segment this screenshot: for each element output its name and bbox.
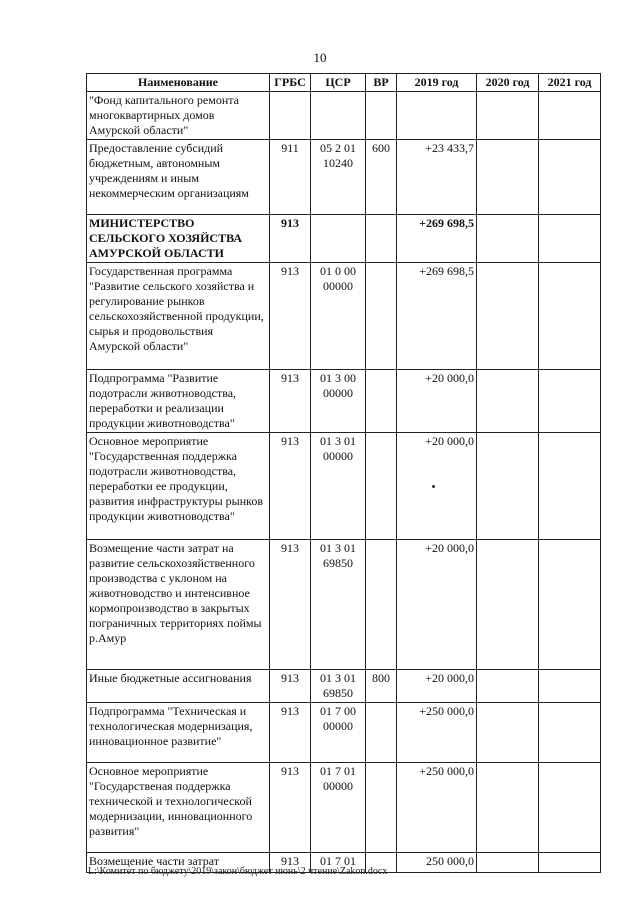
cell-vr	[366, 92, 397, 140]
table-body	[87, 92, 601, 873]
cell-csr: 01 7 00 00000	[311, 703, 366, 763]
cell-y2021	[539, 763, 601, 853]
cell-name: Подпрограмма "Развитие подотрасли животноводства, переработки и реализации продукции животноводства"	[87, 370, 270, 433]
cell-y2021	[539, 853, 601, 873]
cell-y2020	[477, 670, 539, 703]
cell-y2020	[477, 140, 539, 215]
cell-y2019: +269 698,5	[397, 263, 477, 370]
cell-y2021	[539, 540, 601, 670]
cell-grbs: 913	[270, 215, 311, 263]
cell-vr	[366, 763, 397, 853]
header-2019: 2019 год	[397, 74, 477, 92]
table-row	[87, 763, 601, 853]
cell-grbs: 913	[270, 703, 311, 763]
cell-grbs: 913	[270, 670, 311, 703]
header-name: Наименование	[87, 74, 270, 92]
cell-grbs: 913	[270, 853, 311, 873]
cell-y2021	[539, 263, 601, 370]
cell-y2020	[477, 853, 539, 873]
header-grbs: ГРБС	[270, 74, 311, 92]
cell-y2019: +20 000,0	[397, 540, 477, 670]
table-row	[87, 540, 601, 670]
table-row	[87, 215, 601, 263]
cell-y2020	[477, 433, 539, 540]
cell-csr: 01 3 00 00000	[311, 370, 366, 433]
cell-vr: 800	[366, 670, 397, 703]
cell-csr: 01 7 01	[311, 853, 366, 873]
cell-name: Предоставление субсидий бюджетным, автономным учреждениям и иным некоммерческим организациям	[87, 140, 270, 215]
cell-y2020	[477, 370, 539, 433]
cell-y2019: +20 000,0	[397, 670, 477, 703]
cell-grbs: 913	[270, 763, 311, 853]
cell-y2020	[477, 703, 539, 763]
cell-vr	[366, 703, 397, 763]
cell-y2019: +250 000,0	[397, 703, 477, 763]
cell-csr: 01 0 00 00000	[311, 263, 366, 370]
cell-csr	[311, 92, 366, 140]
cell-name: Иные бюджетные ассигнования	[87, 670, 270, 703]
cell-y2021	[539, 92, 601, 140]
cell-name: МИНИСТЕРСТВО СЕЛЬСКОГО ХОЗЯЙСТВА АМУРСКОЙ ОБЛАСТИ	[87, 215, 270, 263]
cell-y2021	[539, 370, 601, 433]
cell-grbs: 913	[270, 433, 311, 540]
header-csr: ЦСР	[311, 74, 366, 92]
cell-csr: 01 7 01 00000	[311, 763, 366, 853]
cell-vr	[366, 263, 397, 370]
cell-y2020	[477, 540, 539, 670]
header-2020: 2020 год	[477, 74, 539, 92]
cell-vr	[366, 215, 397, 263]
cell-name: Подпрограмма "Техническая и технологическая модернизация, инновационное развитие"	[87, 703, 270, 763]
table-row	[87, 670, 601, 703]
cell-csr: 01 3 01 69850	[311, 670, 366, 703]
table-row	[87, 140, 601, 215]
cell-name: Возмещение части затрат	[87, 853, 270, 873]
table-row	[87, 263, 601, 370]
table-header-row	[87, 74, 601, 92]
cell-y2020	[477, 763, 539, 853]
cell-y2019	[397, 92, 477, 140]
cell-name: Государственная программа "Развитие сельского хозяйства и регулирование рынков сельскохозяйственной продукции, сырья и продовольствия Амурской области"	[87, 263, 270, 370]
cell-grbs: 913	[270, 370, 311, 433]
cell-y2021	[539, 703, 601, 763]
cell-y2019: +269 698,5	[397, 215, 477, 263]
cell-name: Возмещение части затрат на развитие сельскохозяйственного производства с уклоном на животноводство и интенсивное кормопроизводство в закрытых пограничных территориях поймы р.Амур	[87, 540, 270, 670]
footer-file-path: L:\Комитет по бюджету\2019\закон\бюджет июнь\2 чтение\Zakon.docx	[88, 866, 388, 877]
cell-y2020	[477, 215, 539, 263]
cell-name: Основное мероприятие "Государственая поддержка технической и технологической модернизации, инновационного развития"	[87, 763, 270, 853]
cell-vr	[366, 433, 397, 540]
cell-y2019: +20 000,0	[397, 433, 477, 540]
cell-grbs: 911	[270, 140, 311, 215]
cell-y2019: 250 000,0	[397, 853, 477, 873]
cell-name: Основное мероприятие "Государственная поддержка подотрасли животноводства, переработки ее продукции, развития инфраструктуры рынков продукции животноводства"	[87, 433, 270, 540]
table-row	[87, 703, 601, 763]
cell-y2021	[539, 140, 601, 215]
cell-y2021	[539, 670, 601, 703]
table-row	[87, 370, 601, 433]
cell-y2019: +20 000,0	[397, 370, 477, 433]
cell-csr: 05 2 01 10240	[311, 140, 366, 215]
cell-y2021	[539, 433, 601, 540]
cell-vr	[366, 370, 397, 433]
table-row	[87, 433, 601, 540]
cell-y2021	[539, 215, 601, 263]
cell-csr	[311, 215, 366, 263]
cell-y2020	[477, 92, 539, 140]
cell-y2019: +250 000,0	[397, 763, 477, 853]
table-row	[87, 92, 601, 140]
header-2021: 2021 год	[539, 74, 601, 92]
scan-dot	[432, 485, 435, 488]
cell-vr	[366, 540, 397, 670]
header-vr: ВР	[366, 74, 397, 92]
cell-y2020	[477, 263, 539, 370]
cell-grbs: 913	[270, 540, 311, 670]
cell-y2019: +23 433,7	[397, 140, 477, 215]
cell-csr: 01 3 01 69850	[311, 540, 366, 670]
cell-csr: 01 3 01 00000	[311, 433, 366, 540]
budget-table	[86, 73, 601, 873]
cell-vr: 600	[366, 140, 397, 215]
page-number: 10	[313, 50, 327, 65]
cell-grbs	[270, 92, 311, 140]
cell-name: "Фонд капитального ремонта многоквартирных домов Амурской области"	[87, 92, 270, 140]
cell-grbs: 913	[270, 263, 311, 370]
